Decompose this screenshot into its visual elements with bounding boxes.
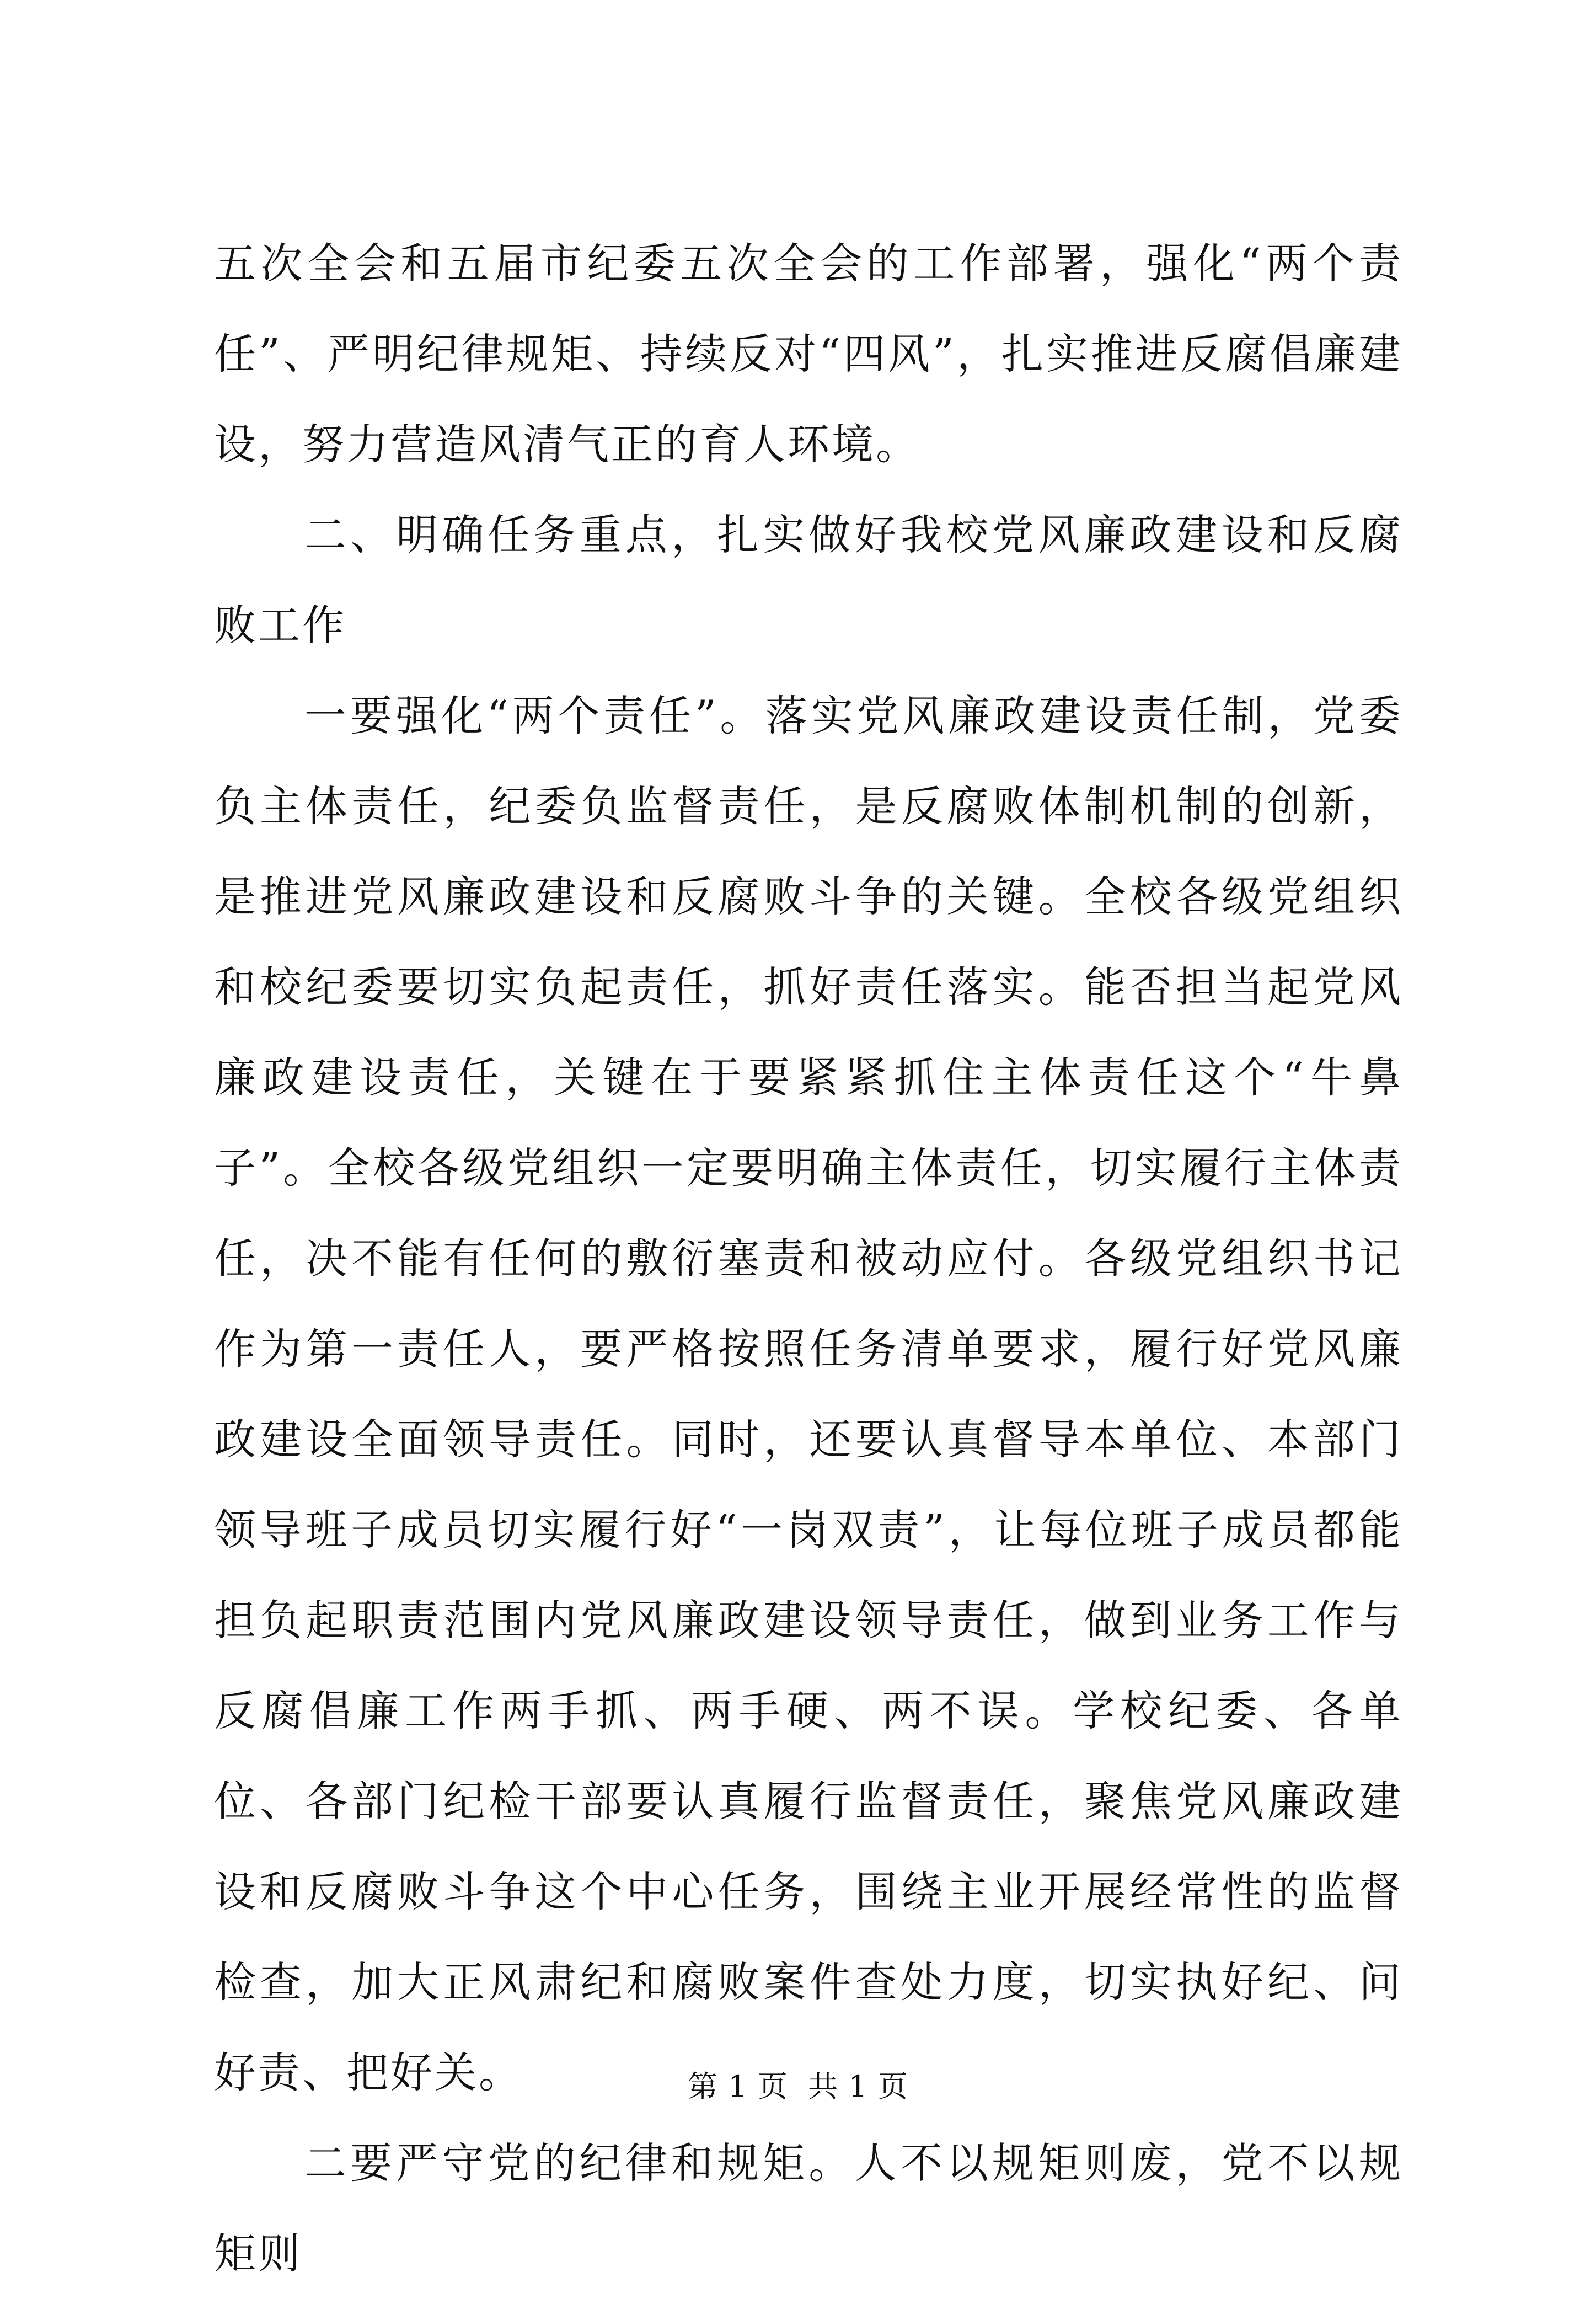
paragraph-continuation: 五次全会和五届市纪委五次全会的工作部署，强化“两个责任”、严明纪律规矩、持续反对“四风”，扎实推进反腐倡廉建设，努力营造风清气正的育人环境。: [214, 239, 1403, 469]
document-body: [214, 218, 1403, 2299]
paragraph-discipline: 二要严守党的纪律和规矩。人不以规矩则废，党不以规矩则: [214, 2138, 1403, 2278]
section-heading: 二、明确任务重点，扎实做好我校党风廉政建设和反腐败工作: [214, 510, 1403, 650]
paragraph-responsibilities: 一要强化“两个责任”。落实党风廉政建设责任制，党委负主体责任，纪委负监督责任，是反腐败体制机制的创新，是推进党风廉政建设和反腐败斗争的关键。全校各级党组织和校纪委要切实负起责任，抓好责任落实。能否担当起党风廉政建设责任，关键在于要紧紧抓住主体责任这个“牛鼻子”。全校各级党组织一定要明确主体责任，切实履行主体责任，决不能有任何的敷衍塞责和被动应付。各级党组织书记作为第一责任人，要严格按照任务清单要求，履行好党风廉政建设全面领导责任。同时，还要认真督导本单位、本部门领导班子成员切实履行好“一岗双责”，让每位班子成员都能担负起职责范围内党风廉政建设领导责任，做到业务工作与反腐倡廉工作两手抓、两手硬、两不误。学校纪委、各单位、各部门纪检干部要认真履行监督责任，聚焦党风廉政建设和反腐败斗争这个中心任务，围绕主业开展经常性的监督检查，加大正风肃纪和腐败案件查处力度，切实执好纪、问好责、把好关。: [214, 691, 1403, 2097]
page-number: 第 1 页 共 1 页: [688, 2069, 908, 2104]
page-footer: [0, 2067, 1596, 2106]
